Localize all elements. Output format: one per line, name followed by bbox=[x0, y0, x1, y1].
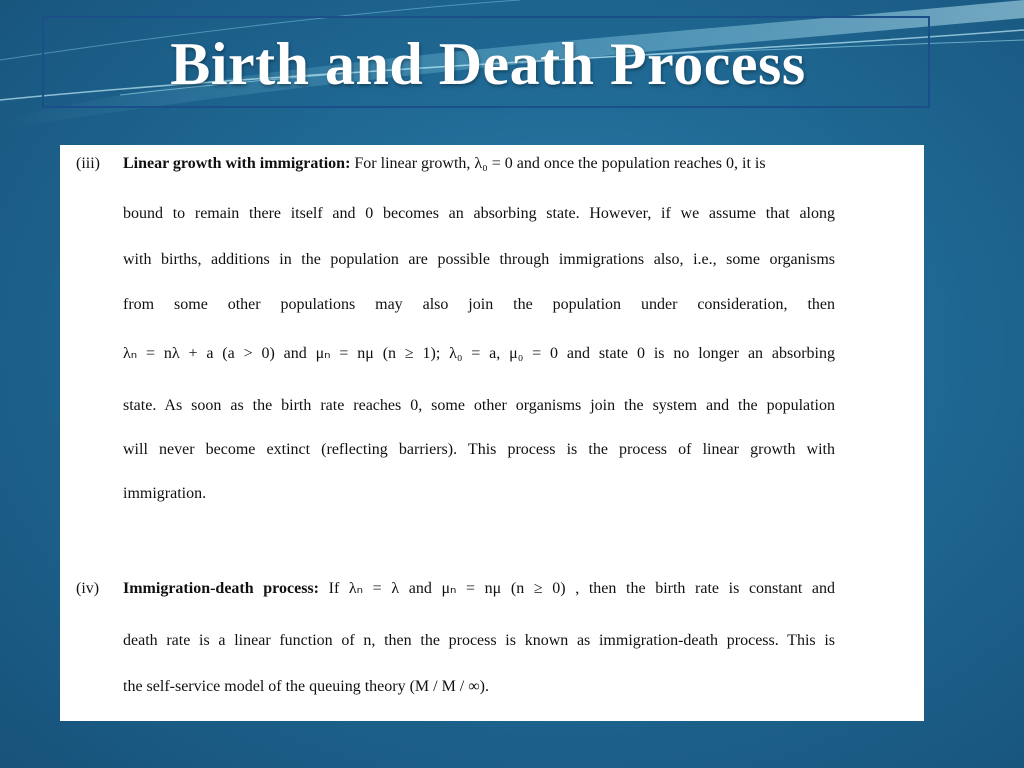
item-number-iii: (iii) bbox=[76, 155, 100, 172]
document-image bbox=[60, 145, 924, 721]
item-iii-line-6: state. As soon as the birth rate reaches 0, some other organisms join the system and the population bbox=[123, 397, 835, 414]
item-iii-line-7: will never become extinct (reflecting barriers). This process is the process of linear growth with bbox=[123, 441, 835, 458]
item-number-iv: (iv) bbox=[76, 580, 100, 597]
item-iii-line-1 bbox=[123, 154, 835, 174]
item-iv-heading: Immigration-death process: bbox=[123, 580, 319, 597]
item-iii-line-3: with births, additions in the population are possible through immigrations also, i.e., some organisms bbox=[123, 251, 835, 268]
item-iii-line-8: immigration. bbox=[123, 485, 207, 502]
item-iii-line-5: λₙ = nλ + a (a > 0) and μₙ = nμ (n ≥ 1); λ₀ = a, μ₀ = 0 and state 0 is no longer an absorbing bbox=[123, 345, 835, 362]
item-iv-text-1: If λₙ = λ and μₙ = nμ (n ≥ 0) , then the birth rate is constant and bbox=[328, 580, 836, 597]
item-iii-heading: Linear growth with immigration: bbox=[123, 155, 351, 172]
item-iv-line-3: the self-service model of the queuing theory (M / M / ∞). bbox=[123, 678, 489, 695]
item-iii-line-2: bound to remain there itself and 0 becomes an absorbing state. However, if we assume that along bbox=[123, 205, 835, 222]
slide-title: Birth and Death Process bbox=[170, 31, 806, 97]
item-iii-line-4: from some other populations may also join the population under consideration, then bbox=[123, 296, 835, 313]
item-iv-line-1 bbox=[123, 579, 835, 599]
item-iv-line-2: death rate is a linear function of n, then the process is known as immigration-death process. This is bbox=[123, 632, 835, 649]
item-iii-text-1: For linear growth, λ₀ = 0 and once the population reaches 0, it is bbox=[354, 155, 766, 172]
